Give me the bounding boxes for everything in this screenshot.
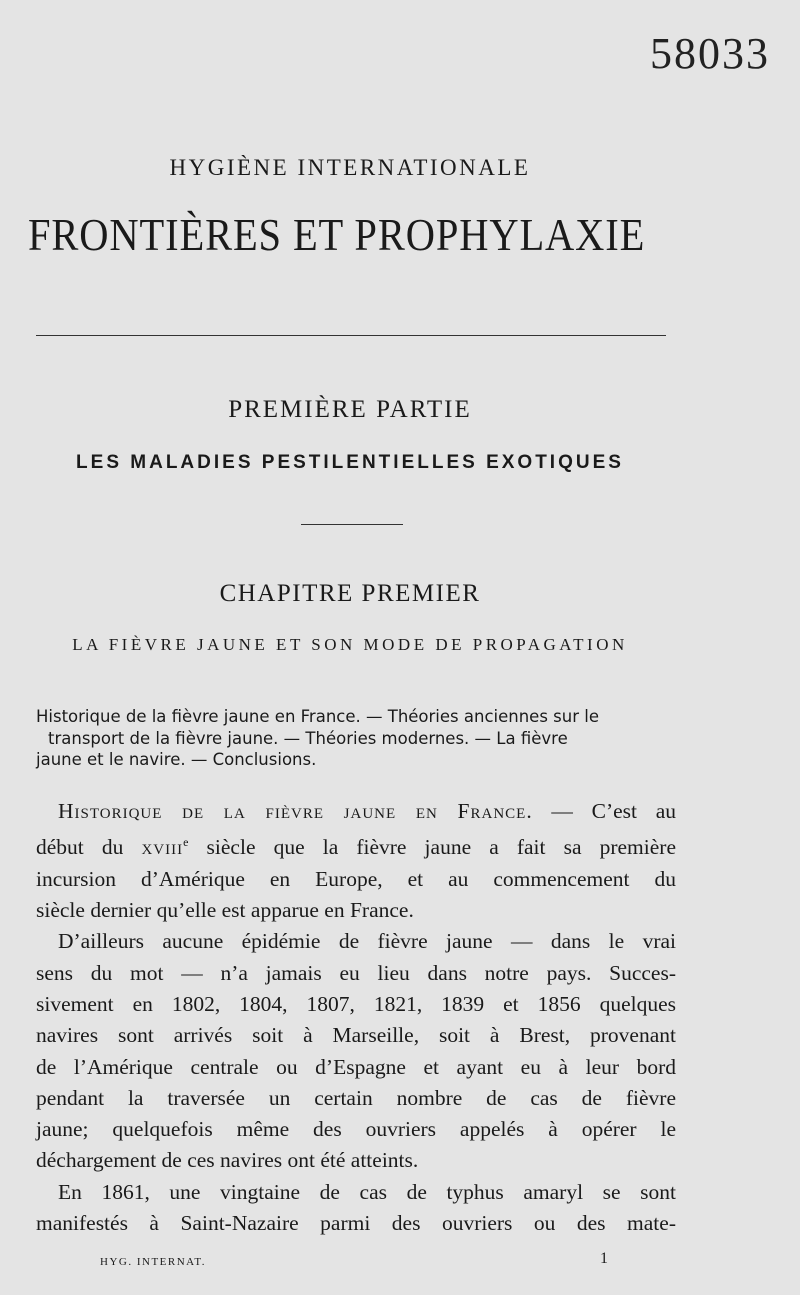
chapter-subtitle: LA FIÈVRE JAUNE ET SON MODE DE PROPAGATION (72, 635, 628, 654)
chapter-title: CHAPITRE PREMIER (219, 580, 481, 607)
paragraph-line: de l’Amérique centrale ou d’Espagne et ayant eu à leur bord (36, 1054, 676, 1079)
title-divider (36, 335, 666, 336)
footer-number: 1 (600, 1250, 608, 1267)
paragraph-line: incursion d’Amérique en Europe, et au commencement du (36, 866, 676, 891)
paragraph-line: navires sont arrivés soit à Marseille, soit à Brest, provenant (36, 1023, 676, 1048)
part-divider (301, 524, 403, 525)
catalog-stamp: 58033 (650, 29, 770, 78)
paragraph-line: sens du mot — n’a jamais eu lieu dans notre pays. Succes- (36, 960, 676, 985)
part-title: PREMIÈRE PARTIE (228, 396, 472, 423)
main-title: FRONTIÈRES ET PROPHYLAXIE (28, 209, 646, 260)
summary-line: transport de la fièvre jaune. — Théories modernes. — La fièvre (48, 728, 568, 748)
paragraph-line: siècle dernier qu’elle est apparue en France. (36, 898, 414, 923)
paragraph-line: pendant la traversée un certain nombre de cas de fièvre (36, 1085, 676, 1110)
part-subtitle: LES MALADIES PESTILENTIELLES EXOTIQUES (76, 452, 624, 473)
section-heading: Historique de la fièvre jaune en France. (58, 799, 533, 823)
footer-signature: HYG. INTERNAT. (100, 1256, 207, 1268)
summary-line: jaune et le navire. — Conclusions. (36, 750, 317, 769)
paragraph-line: début du xviii$^e$ siècle que la fièvre jaune a fait sa première (36, 835, 676, 860)
chapter-summary (36, 706, 676, 771)
paragraph-line: jaune; quelquefois même des ouvriers appelés à opérer le (36, 1117, 676, 1142)
series-title: HYGIÈNE INTERNATIONALE (169, 155, 531, 180)
paragraph-line: Historique de la fièvre jaune en France. — C’est au (58, 799, 676, 823)
paragraph-line: déchargement de ces navires ont été atteints. (36, 1148, 419, 1173)
paragraph-line: manifestés à Saint-Nazaire parmi des ouvriers ou des mate- (36, 1211, 676, 1236)
paragraph-line: sivement en 1802, 1804, 1807, 1821, 1839 et 1856 quelques (36, 991, 676, 1016)
summary-line: Historique de la fièvre jaune en France. — Théories anciennes sur le (36, 707, 599, 726)
paragraph-line: En 1861, une vingtaine de cas de typhus amaryl se sont (58, 1179, 676, 1204)
body-text (36, 796, 676, 1239)
paragraph-line: D’ailleurs aucune épidémie de fièvre jaune — dans le vrai (58, 929, 676, 954)
